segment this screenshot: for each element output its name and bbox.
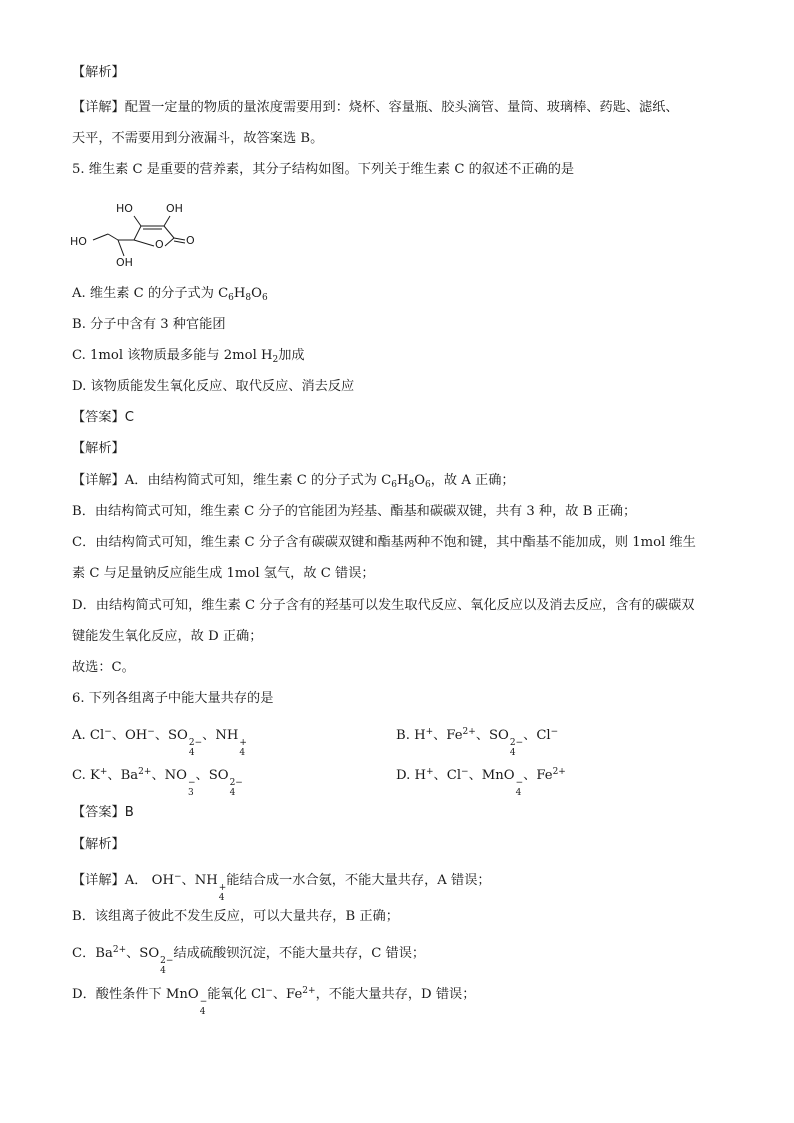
q6-detail-b: B．该组离子彼此不发生反应，可以大量共存，B 正确； [72,909,399,924]
q4-detail-line1: 【详解】配置一定量的物质的量浓度需要用到：烧杯、容量瓶、胶头滴管、量筒、玻璃棒、药匙、滤纸、 [72,100,679,115]
bond-c5-oh [118,240,124,256]
q5-detail-d-line1: D．由结构简式可知，维生素 C 分子含有的羟基可以发生取代反应、氧化反应以及消去反应，含有的碳碳双 [72,598,695,613]
label-ho-top: HO [116,202,133,215]
q5-conclusion: 故选：C。 [72,660,135,675]
q5-stem: 5. 维生素 C 是重要的营养素，其分子结构如图。下列关于维生素 C 的叙述不正确的是 [72,162,575,177]
label-oh-bottom: OH [116,256,133,269]
q6-option-c: C. K+、$Ba^{2+}$、NO − 3 、SO 2− 4 [72,767,243,798]
q4-detail-line2: 天平，不需要用到分液漏斗，故答案选 B。 [72,131,324,146]
bond-c2-c1 [164,226,174,238]
q5-detail-c-line2: 素 C 与足量钠反应能生成 1mol 氢气，故 C 错误； [72,566,375,581]
label-o-carbonyl: O [186,234,195,247]
q5-option-a: A. 维生素 C 的分子式为 $C_6H_8O_6$ [72,286,268,303]
q4-jiexi-label: 【解析】 [72,65,125,80]
bond-c5-c6 [108,234,118,240]
q6-stem: 6. 下列各组离子中能大量共存的是 [72,691,274,706]
q5-detail-a: 【详解】A．由结构简式可知，维生素 C 的分子式为 $C_6H_8O_6$，故 A 正确； [72,473,515,490]
bond-o-c1 [165,238,174,246]
q5-detail-b: B．由结构简式可知，维生素 C 分子的官能团为羟基、酯基和碳碳双键，共有 3 种，故 B 正确； [72,504,637,519]
q5-detail-c-line1: C．由结构简式可知，维生素 C 分子含有碳碳双键和酯基两种不饱和键，其中酯基不能加成，则 1mol 维生 [72,535,696,550]
label-ho-left: HO [70,235,87,248]
q5-jiexi-label: 【解析】 [72,441,125,456]
label-o-ring: O [155,238,164,251]
bond-c3-c4 [134,226,141,240]
q6-option-a: A. Cl−、OH−、SO 2− 4 、NH + 4 [72,727,247,758]
bond-c3-oh [134,216,141,226]
bond-c2-oh [164,216,170,226]
q6-detail-d: D．酸性条件下 MnO − 4 能氧化 Cl−、$Fe^{2+}$，不能大量共存，D 错误； [72,986,476,1017]
q5-answer: 【答案】C [72,410,134,425]
q5-option-b: B. 分子中含有 3 种官能团 [72,317,226,332]
q6-answer: 【答案】B [72,805,134,820]
q6-jiexi-label: 【解析】 [72,837,125,852]
bond-c4-o [134,240,154,246]
bond-c1-o-carbonyl [174,238,185,240]
q5-detail-d-line2: 键能发生氧化反应，故 D 正确； [72,629,263,644]
q6-detail-a: 【详解】A． OH−、NH + 4 能结合成一水合氨，不能大量共存，A 错误； [72,872,491,903]
label-oh-top: OH [166,202,183,215]
q5-option-d: D. 该物质能发生氧化反应、取代反应、消去反应 [72,379,355,394]
bond-c6-ho [93,234,108,240]
bond-c1-o-carbonyl-double [174,241,185,243]
q6-detail-c: C．$Ba^{2+}$、SO 2− 4 结成硫酸钡沉淀，不能大量共存，C 错误； [72,945,426,976]
q6-option-b: B. H+、$Fe^{2+}$、SO 2− 4 、Cl− [396,727,559,758]
q5-option-c: C. 1mol 该物质最多能与 2mol $H_2$加成 [72,348,305,365]
vitamin-c-structure-diagram [66,196,198,274]
q6-option-d: D. H+、Cl−、MnO − 4 、$Fe^{2+}$ [396,767,566,798]
